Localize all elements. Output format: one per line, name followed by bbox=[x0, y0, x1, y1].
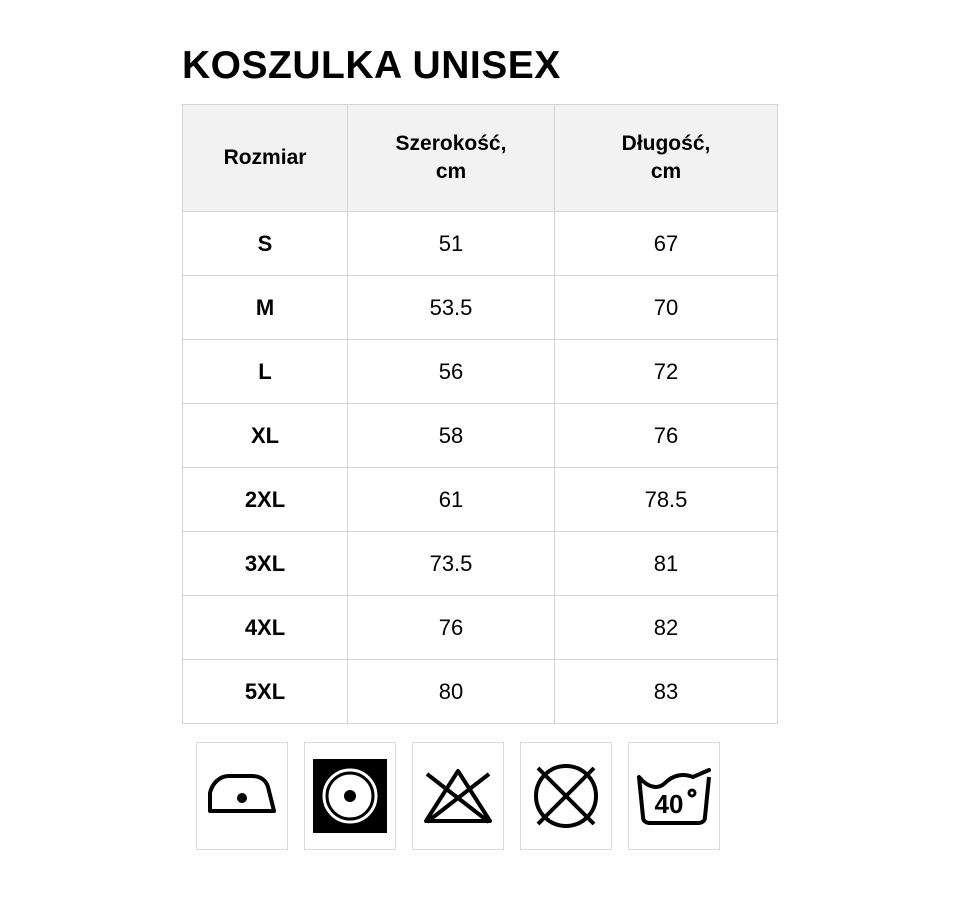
cell-size: 2XL bbox=[183, 468, 348, 532]
column-header-length-line2: cm bbox=[650, 160, 682, 183]
cell-size: 3XL bbox=[183, 532, 348, 596]
table-row bbox=[183, 212, 778, 276]
cell-length: 82 bbox=[555, 596, 778, 660]
table-row bbox=[183, 276, 778, 340]
cell-length: 76 bbox=[555, 404, 778, 468]
column-header-width-line1: Szerokość, bbox=[395, 131, 507, 155]
care-symbols-row bbox=[196, 742, 720, 850]
cell-length: 72 bbox=[555, 340, 778, 404]
table-row bbox=[183, 660, 778, 724]
cell-length: 81 bbox=[555, 532, 778, 596]
wash-40-degrees-icon bbox=[628, 742, 720, 850]
cell-width: 61 bbox=[348, 468, 555, 532]
column-header-length bbox=[555, 105, 778, 212]
cell-size: XL bbox=[183, 404, 348, 468]
wash-temperature-label: 40 bbox=[654, 789, 684, 819]
table-head bbox=[183, 105, 778, 212]
cell-width: 56 bbox=[348, 340, 555, 404]
table-body bbox=[183, 212, 778, 724]
column-header-size-line1: Rozmiar bbox=[223, 145, 307, 169]
column-header-length-line1: Długość, bbox=[621, 131, 711, 155]
do-not-dry-clean-icon bbox=[520, 742, 612, 850]
table-row bbox=[183, 596, 778, 660]
tumble-dry-normal-icon bbox=[304, 742, 396, 850]
page-title: KOSZULKA UNISEX bbox=[182, 44, 561, 87]
cell-size: 5XL bbox=[183, 660, 348, 724]
table-header-row bbox=[183, 105, 778, 212]
cell-width: 51 bbox=[348, 212, 555, 276]
cell-width: 76 bbox=[348, 596, 555, 660]
iron-one-dot-icon bbox=[196, 742, 288, 850]
cell-size: S bbox=[183, 212, 348, 276]
cell-length: 70 bbox=[555, 276, 778, 340]
table-row bbox=[183, 468, 778, 532]
table-row bbox=[183, 340, 778, 404]
cell-size: M bbox=[183, 276, 348, 340]
cell-width: 53.5 bbox=[348, 276, 555, 340]
column-header-width-line2: cm bbox=[435, 160, 467, 183]
table-row bbox=[183, 404, 778, 468]
cell-width: 80 bbox=[348, 660, 555, 724]
cell-length: 78.5 bbox=[555, 468, 778, 532]
cell-width: 73.5 bbox=[348, 532, 555, 596]
cell-size: 4XL bbox=[183, 596, 348, 660]
cell-length: 67 bbox=[555, 212, 778, 276]
size-table bbox=[182, 104, 778, 724]
do-not-bleach-icon bbox=[412, 742, 504, 850]
cell-size: L bbox=[183, 340, 348, 404]
table-row bbox=[183, 532, 778, 596]
cell-length: 83 bbox=[555, 660, 778, 724]
column-header-width bbox=[348, 105, 555, 212]
cell-width: 58 bbox=[348, 404, 555, 468]
column-header-size bbox=[183, 105, 348, 212]
